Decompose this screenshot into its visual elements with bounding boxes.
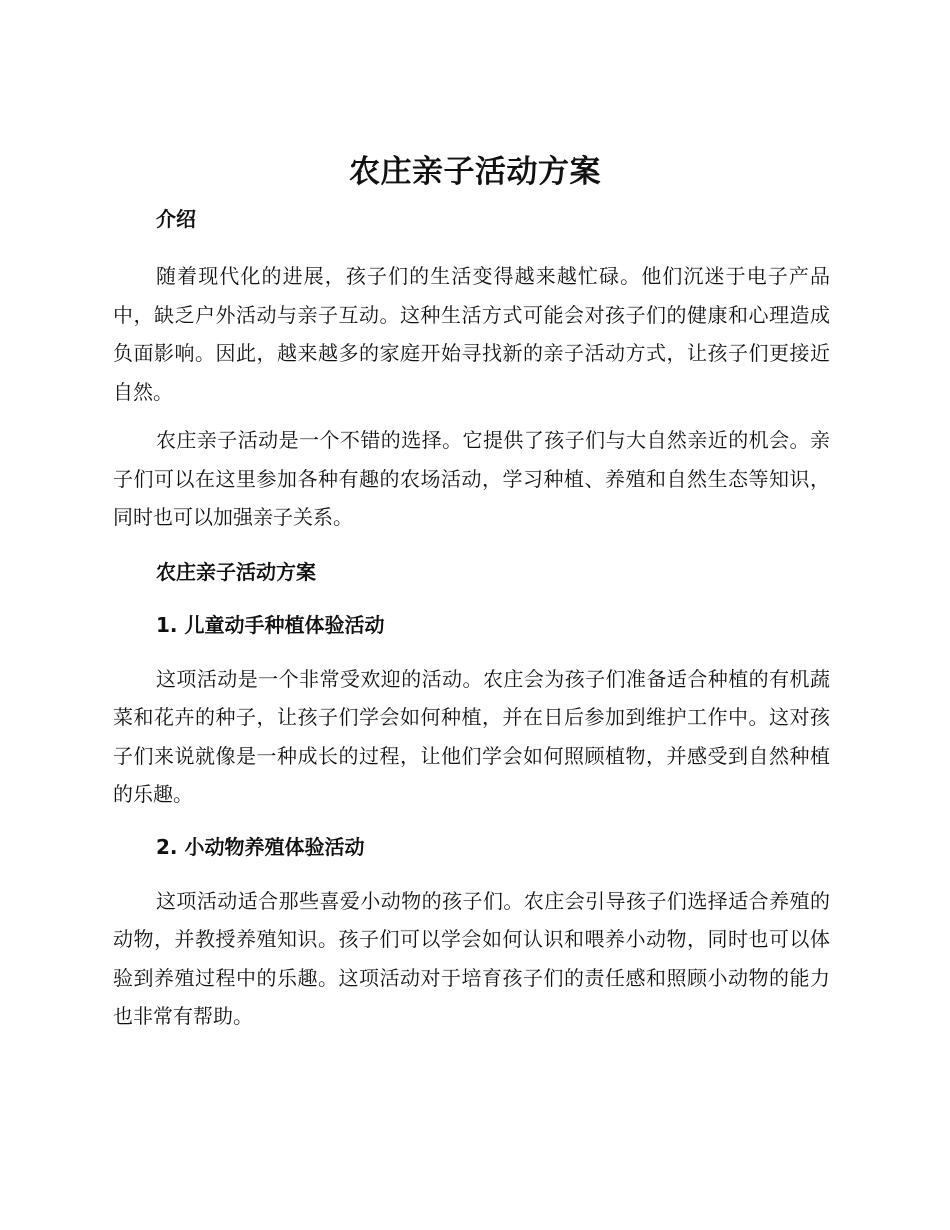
activity-1-heading: 1. 儿童动手种植体验活动	[156, 612, 385, 637]
section-heading-plan: 农庄亲子活动方案	[156, 559, 316, 584]
section-heading-intro: 介绍	[156, 207, 196, 231]
activity-2-heading: 2. 小动物养殖体验活动	[156, 834, 365, 859]
intro-paragraph-1: 随着现代化的进展，孩子们的生活变得越来越忙碌。他们沉迷于电子产品中，缺乏户外活动与亲子互动。这种生活方式可能会对孩子们的健康和心理造成负面影响。因此，越来越多的家庭开始寻找新的亲子活动方式，让孩子们更接近自然。	[113, 264, 830, 404]
activity-2-paragraph: 这项活动适合那些喜爱小动物的孩子们。农庄会引导孩子们选择适合养殖的动物，并教授养殖知识。孩子们可以学会如何认识和喂养小动物，同时也可以体验到养殖过程中的乐趣。这项活动对于培育孩子们的责任感和照顾小动物的能力也非常有帮助。	[113, 888, 830, 1028]
activity-1-paragraph: 这项活动是一个非常受欢迎的活动。农庄会为孩子们准备适合种植的有机蔬菜和花卉的种子，让孩子们学会如何种植，并在日后参加到维护工作中。这对孩子们来说就像是一种成长的过程，让他们学会如何照顾植物，并感受到自然种植的乐趣。	[113, 666, 830, 806]
document-body	[113, 202, 830, 1036]
document-title: 农庄亲子活动方案	[349, 154, 601, 190]
intro-paragraph-2: 农庄亲子活动是一个不错的选择。它提供了孩子们与大自然亲近的机会。亲子们可以在这里参加各种有趣的农场活动，学习种植、养殖和自然生态等知识，同时也可以加强亲子关系。	[113, 428, 830, 529]
